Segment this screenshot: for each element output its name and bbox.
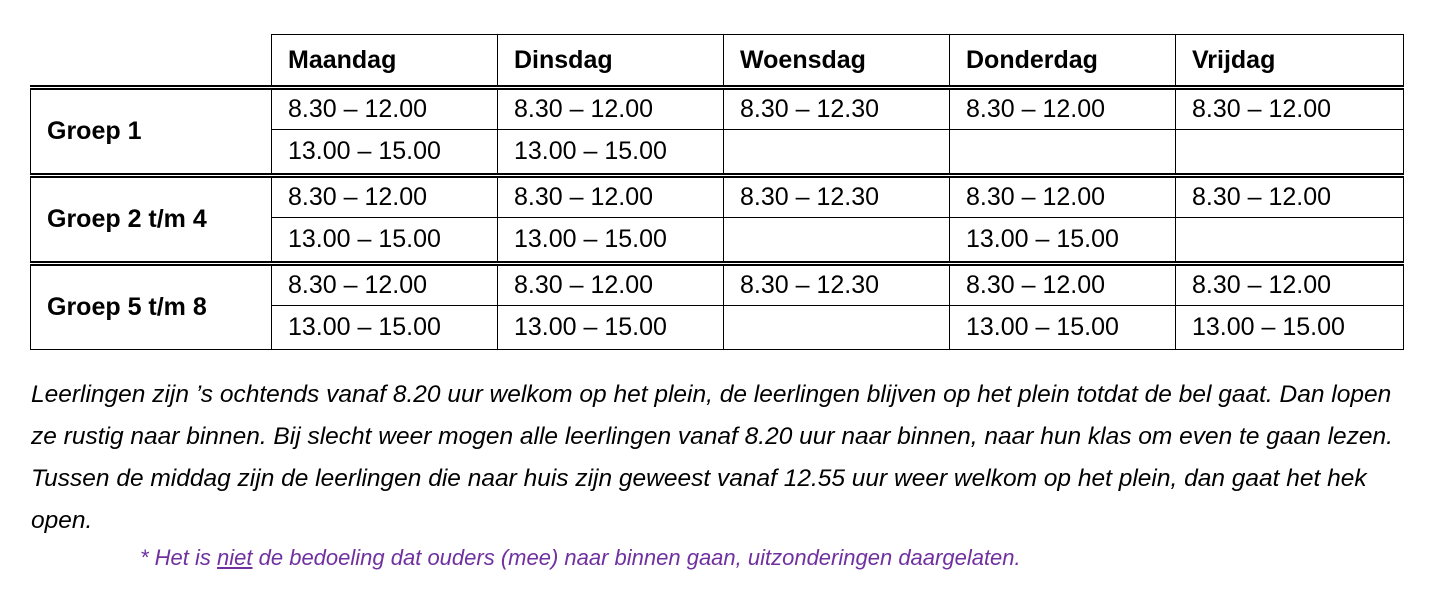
time-cell: 8.30 – 12.00 — [272, 264, 498, 306]
header-day-woensdag: Woensdag — [724, 35, 950, 88]
footnote-suffix: de bedoeling dat ouders (mee) naar binnen gaan, uitzonderingen daargelaten. — [252, 545, 1021, 570]
time-cell: 8.30 – 12.00 — [272, 88, 498, 130]
time-cell: 13.00 – 15.00 — [498, 218, 724, 264]
time-cell: 8.30 – 12.30 — [724, 176, 950, 218]
time-cell: 8.30 – 12.00 — [950, 88, 1176, 130]
time-cell — [724, 130, 950, 176]
time-cell: 8.30 – 12.00 — [1176, 264, 1404, 306]
table-header-row — [31, 35, 1404, 88]
table-row — [31, 264, 1404, 306]
school-hours-table — [30, 34, 1404, 350]
parents-footnote — [140, 545, 1021, 571]
time-cell: 13.00 – 15.00 — [272, 306, 498, 350]
header-day-maandag: Maandag — [272, 35, 498, 88]
time-cell: 8.30 – 12.00 — [498, 264, 724, 306]
time-cell: 8.30 – 12.00 — [1176, 176, 1404, 218]
time-cell: 8.30 – 12.00 — [950, 176, 1176, 218]
time-cell: 13.00 – 15.00 — [950, 306, 1176, 350]
header-corner-cell — [31, 35, 272, 88]
time-cell — [724, 306, 950, 350]
time-cell — [724, 218, 950, 264]
time-cell: 8.30 – 12.00 — [498, 88, 724, 130]
time-cell: 8.30 – 12.00 — [498, 176, 724, 218]
group-label-groep-2-tm-4: Groep 2 t/m 4 — [31, 176, 272, 264]
time-cell — [1176, 218, 1404, 264]
group-label-groep-5-tm-8: Groep 5 t/m 8 — [31, 264, 272, 350]
time-cell: 13.00 – 15.00 — [272, 130, 498, 176]
header-day-donderdag: Donderdag — [950, 35, 1176, 88]
time-cell: 13.00 – 15.00 — [1176, 306, 1404, 350]
time-cell: 8.30 – 12.00 — [272, 176, 498, 218]
time-cell — [950, 130, 1176, 176]
header-day-vrijdag: Vrijdag — [1176, 35, 1404, 88]
time-cell: 13.00 – 15.00 — [498, 306, 724, 350]
arrival-note: Leerlingen zijn ’s ochtends vanaf 8.20 uur welkom op het plein, de leerlingen blijven op het plein totdat de bel gaat. Dan lopen ze rustig naar binnen. Bij slecht weer mogen alle leerlingen vanaf 8.20 uur naar binnen, naar hun klas om even te gaan lezen. Tussen de middag zijn de leerlingen die naar huis zijn geweest vanaf 12.55 uur weer welkom op het plein, dan gaat het hek open. — [31, 381, 1393, 534]
time-cell — [1176, 130, 1404, 176]
time-cell: 13.00 – 15.00 — [272, 218, 498, 264]
time-cell: 8.30 – 12.30 — [724, 264, 950, 306]
footnote-prefix: * Het is — [140, 545, 218, 570]
group-label-groep-1: Groep 1 — [31, 88, 272, 176]
footnote-emphasis: niet — [217, 545, 253, 570]
table-row — [31, 88, 1404, 130]
time-cell: 13.00 – 15.00 — [498, 130, 724, 176]
time-cell: 8.30 – 12.00 — [1176, 88, 1404, 130]
header-day-dinsdag: Dinsdag — [498, 35, 724, 88]
table-row — [31, 176, 1404, 218]
time-cell: 13.00 – 15.00 — [950, 218, 1176, 264]
time-cell: 8.30 – 12.00 — [950, 264, 1176, 306]
time-cell: 8.30 – 12.30 — [724, 88, 950, 130]
